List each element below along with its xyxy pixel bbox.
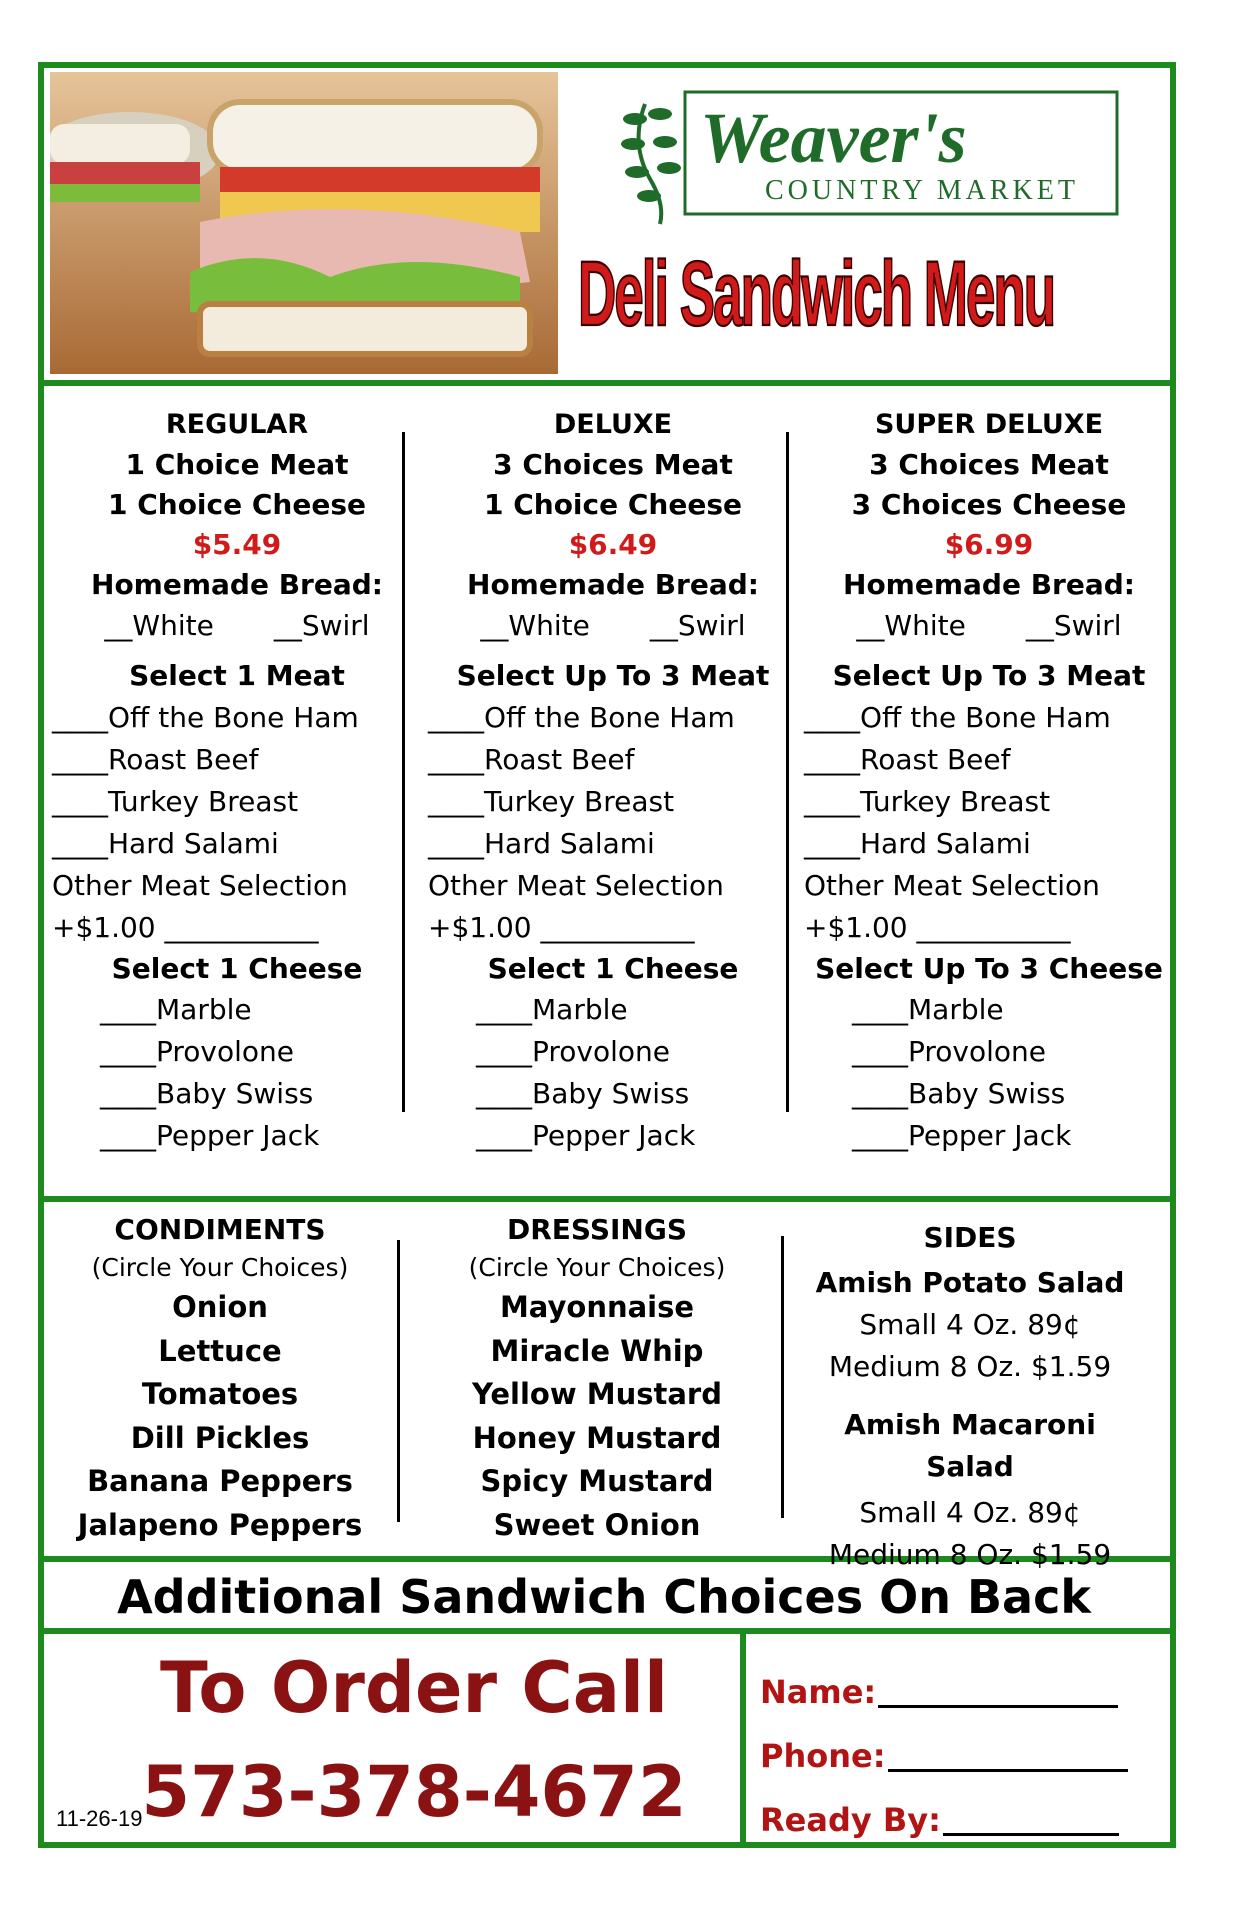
super-deluxe-column — [804, 405, 1174, 1157]
bread-option[interactable]: __White — [856, 609, 966, 642]
cheese-label: Select Up To 3 Cheese — [815, 952, 1163, 985]
meat-option[interactable]: ____Roast Beef — [52, 743, 259, 776]
price: $6.99 — [944, 528, 1034, 561]
side-medium-price: Medium 8 Oz. $1.59 — [828, 1350, 1112, 1383]
condiment-option[interactable]: Dill Pickles — [130, 1420, 310, 1455]
logo-name: Weaver's — [700, 98, 967, 178]
side-name: Amish Macaroni Salad — [844, 1408, 1096, 1483]
meat-option[interactable]: ____Hard Salami — [428, 827, 655, 860]
deluxe-column — [428, 405, 798, 1157]
column-separator — [781, 1236, 784, 1518]
condiments-heading: CONDIMENTS — [114, 1213, 326, 1246]
cheese-option[interactable]: ____Marble — [476, 993, 628, 1026]
meat-label: Select 1 Meat — [129, 659, 345, 692]
sides-section — [800, 1218, 1140, 1576]
meat-option[interactable]: ____Turkey Breast — [52, 785, 299, 818]
cheese-option[interactable]: ____Marble — [100, 993, 252, 1026]
side-small-price: Small 4 Oz. 89¢ — [859, 1496, 1081, 1529]
meat-option[interactable]: ____Turkey Breast — [428, 785, 675, 818]
cheese-option[interactable]: ____Provolone — [100, 1035, 295, 1068]
meat-option[interactable]: ____Hard Salami — [52, 827, 279, 860]
cheese-option[interactable]: ____Baby Swiss — [852, 1077, 1066, 1110]
cheese-label: Select 1 Cheese — [111, 952, 363, 985]
cheese-label: Select 1 Cheese — [487, 952, 739, 985]
bread-option[interactable]: __White — [480, 609, 590, 642]
column-heading: DELUXE — [553, 409, 673, 440]
dressings-note: (Circle Your Choices) — [468, 1253, 726, 1282]
meat-option[interactable]: ____Roast Beef — [428, 743, 635, 776]
sides-heading: SIDES — [923, 1221, 1017, 1254]
sandwich-divider — [44, 1196, 1170, 1202]
phone-label: Phone: — [760, 1737, 886, 1775]
condiment-option[interactable]: Tomatoes — [141, 1377, 299, 1411]
other-meat-label: Other Meat Selection — [52, 869, 348, 902]
price: $5.49 — [192, 528, 282, 561]
sandwich-illustration — [50, 72, 558, 374]
order-call-label: To Order Call — [159, 1647, 668, 1729]
bread-option[interactable]: __Swirl — [1025, 609, 1122, 642]
regular-column — [52, 405, 422, 1157]
condiment-option[interactable]: Jalapeno Peppers — [77, 1507, 363, 1542]
dressing-option[interactable]: Sweet Onion — [493, 1507, 701, 1542]
meat-option[interactable]: ____Turkey Breast — [804, 785, 1051, 818]
cheese-option[interactable]: ____Marble — [852, 993, 1004, 1026]
meat-label: Select Up To 3 Meat — [456, 659, 770, 692]
bread-label: Homemade Bread: — [843, 568, 1135, 601]
sandwich-photo — [50, 72, 558, 374]
other-meat-field[interactable]: +$1.00 ___________ — [804, 911, 1071, 944]
dressings-heading: DRESSINGS — [506, 1213, 687, 1246]
meat-option[interactable]: ____Hard Salami — [804, 827, 1031, 860]
condiments-note: (Circle Your Choices) — [91, 1253, 349, 1282]
bread-options — [804, 605, 1174, 647]
meat-choices: 3 Choices Meat — [869, 448, 1109, 481]
meat-option[interactable]: ____Off the Bone Ham — [52, 701, 359, 734]
dressing-option[interactable]: Miracle Whip — [490, 1333, 704, 1368]
other-meat-field[interactable]: +$1.00 ___________ — [52, 911, 319, 944]
cheese-option[interactable]: ____Baby Swiss — [100, 1077, 314, 1110]
revision-date: 11-26-19 — [56, 1806, 143, 1831]
side-small-price: Small 4 Oz. 89¢ — [859, 1308, 1081, 1341]
cheese-option[interactable]: ____Provolone — [476, 1035, 671, 1068]
column-separator — [397, 1240, 400, 1522]
cheese-option[interactable]: ____Baby Swiss — [476, 1077, 690, 1110]
other-meat-field[interactable]: +$1.00 ___________ — [428, 911, 695, 944]
condiment-option[interactable]: Banana Peppers — [87, 1464, 353, 1498]
cheese-choices: 3 Choices Cheese — [851, 488, 1127, 521]
ready-by-field[interactable] — [943, 1805, 1119, 1836]
meat-option[interactable]: ____Roast Beef — [804, 743, 1011, 776]
bread-options — [428, 605, 798, 647]
logo-subtitle: COUNTRY MARKET — [765, 175, 1079, 206]
condiment-option[interactable]: Lettuce — [158, 1333, 282, 1368]
dressing-option[interactable]: Spicy Mustard — [480, 1464, 714, 1498]
column-heading: REGULAR — [165, 409, 309, 440]
bread-options — [52, 605, 422, 647]
other-meat-label: Other Meat Selection — [428, 869, 724, 902]
bread-option[interactable]: __White — [104, 609, 214, 642]
ready-by-label: Ready By: — [760, 1801, 941, 1839]
name-label: Name: — [760, 1673, 877, 1711]
cheese-option[interactable]: ____Pepper Jack — [476, 1119, 696, 1152]
dressings-section — [432, 1210, 762, 1547]
condiments-section — [60, 1210, 380, 1547]
ready-row — [760, 1788, 1128, 1852]
cheese-option[interactable]: ____Pepper Jack — [100, 1119, 320, 1152]
bread-option[interactable]: __Swirl — [649, 609, 746, 642]
name-row — [760, 1660, 1128, 1724]
meat-option[interactable]: ____Off the Bone Ham — [428, 701, 735, 734]
column-heading: SUPER DELUXE — [874, 409, 1104, 440]
price: $6.49 — [568, 528, 658, 561]
cheese-option[interactable]: ____Pepper Jack — [852, 1119, 1072, 1152]
name-field[interactable] — [878, 1677, 1118, 1708]
side-medium-price: Medium 8 Oz. $1.59 — [828, 1538, 1112, 1571]
bread-option[interactable]: __Swirl — [273, 609, 370, 642]
dressing-option[interactable]: Mayonnaise — [499, 1290, 695, 1324]
order-phone-number[interactable]: 573-378-4672 — [141, 1751, 687, 1833]
dressing-option[interactable]: Honey Mustard — [472, 1420, 722, 1455]
condiment-option[interactable]: Onion — [172, 1290, 268, 1324]
phone-row — [760, 1724, 1128, 1788]
order-form — [760, 1660, 1128, 1852]
dressing-option[interactable]: Yellow Mustard — [472, 1377, 722, 1411]
cheese-option[interactable]: ____Provolone — [852, 1035, 1047, 1068]
weavers-logo — [605, 84, 1125, 234]
meat-choices: 3 Choices Meat — [493, 448, 733, 481]
cheese-choices: 1 Choice Cheese — [483, 488, 742, 521]
bread-label: Homemade Bread: — [467, 568, 759, 601]
additional-choices-banner: Additional Sandwich Choices On Back — [117, 1570, 1091, 1624]
meat-label: Select Up To 3 Meat — [832, 659, 1146, 692]
meat-option[interactable]: ____Off the Bone Ham — [804, 701, 1111, 734]
bread-label: Homemade Bread: — [91, 568, 383, 601]
cheese-choices: 1 Choice Cheese — [107, 488, 366, 521]
other-meat-label: Other Meat Selection — [804, 869, 1100, 902]
menu-title: Deli Sandwich Menu — [578, 241, 1055, 346]
meat-choices: 1 Choice Meat — [125, 448, 349, 481]
order-call-block — [44, 1640, 784, 1840]
side-name: Amish Potato Salad — [815, 1266, 1125, 1299]
phone-field[interactable] — [888, 1741, 1128, 1772]
